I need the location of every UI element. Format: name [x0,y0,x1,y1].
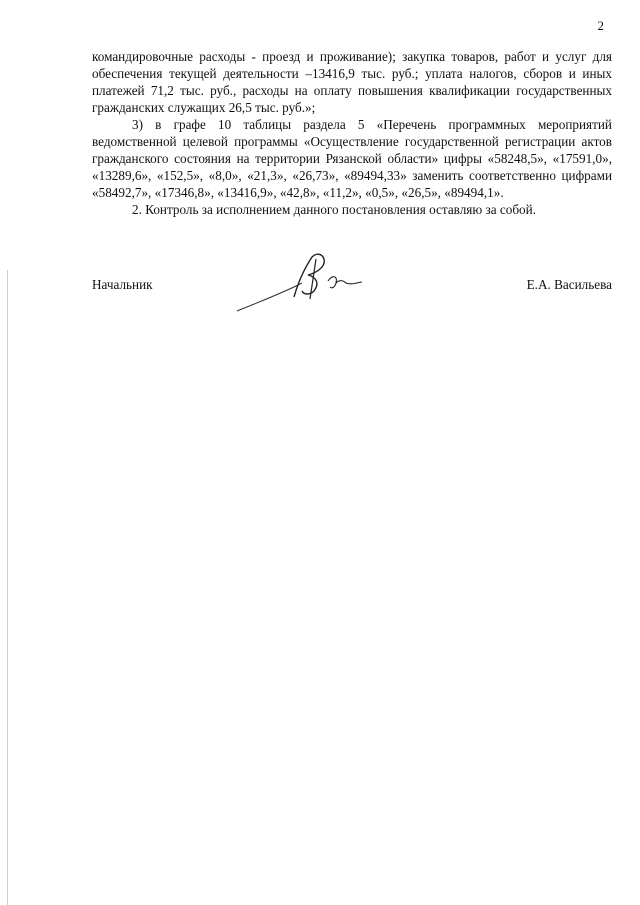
paragraph-expenses: командировочные расходы - проезд и проживание); закупка товаров, работ и услуг для обеспечения текущей деятельности –13416,9 тыс. руб.; уплата налогов, сборов и иных платежей 71,2 тыс. руб., расходы на оплату повышения квалификации государственных гражданских служащих 26,5 тыс. руб.»; [92,49,612,115]
page-number: 2 [597,18,604,33]
scan-margin-line [7,270,8,905]
paragraph-control: 2. Контроль за исполнением данного постановления оставляю за собой. [132,202,536,217]
handwritten-signature-icon [232,249,382,319]
signer-name: Е.А. Васильева [526,277,612,292]
signature-block [92,265,612,315]
signer-title: Начальник [92,277,153,292]
document-body [92,48,612,218]
paragraph-table-amendment: 3) в графе 10 таблицы раздела 5 «Перечень программных мероприятий ведомственной целевой программы «Осуществление государственной регистрации актов гражданского состояния на территории Рязанской области» цифры «58248,5», «17591,0», «13289,6», «152,5», «8,0», «21,3», «26,73», «89494,33» заменить соответственно цифрами «58492,7», «17346,8», «13416,9», «42,8», «11,2», «0,5», «26,5», «89494,1». [92,117,612,200]
